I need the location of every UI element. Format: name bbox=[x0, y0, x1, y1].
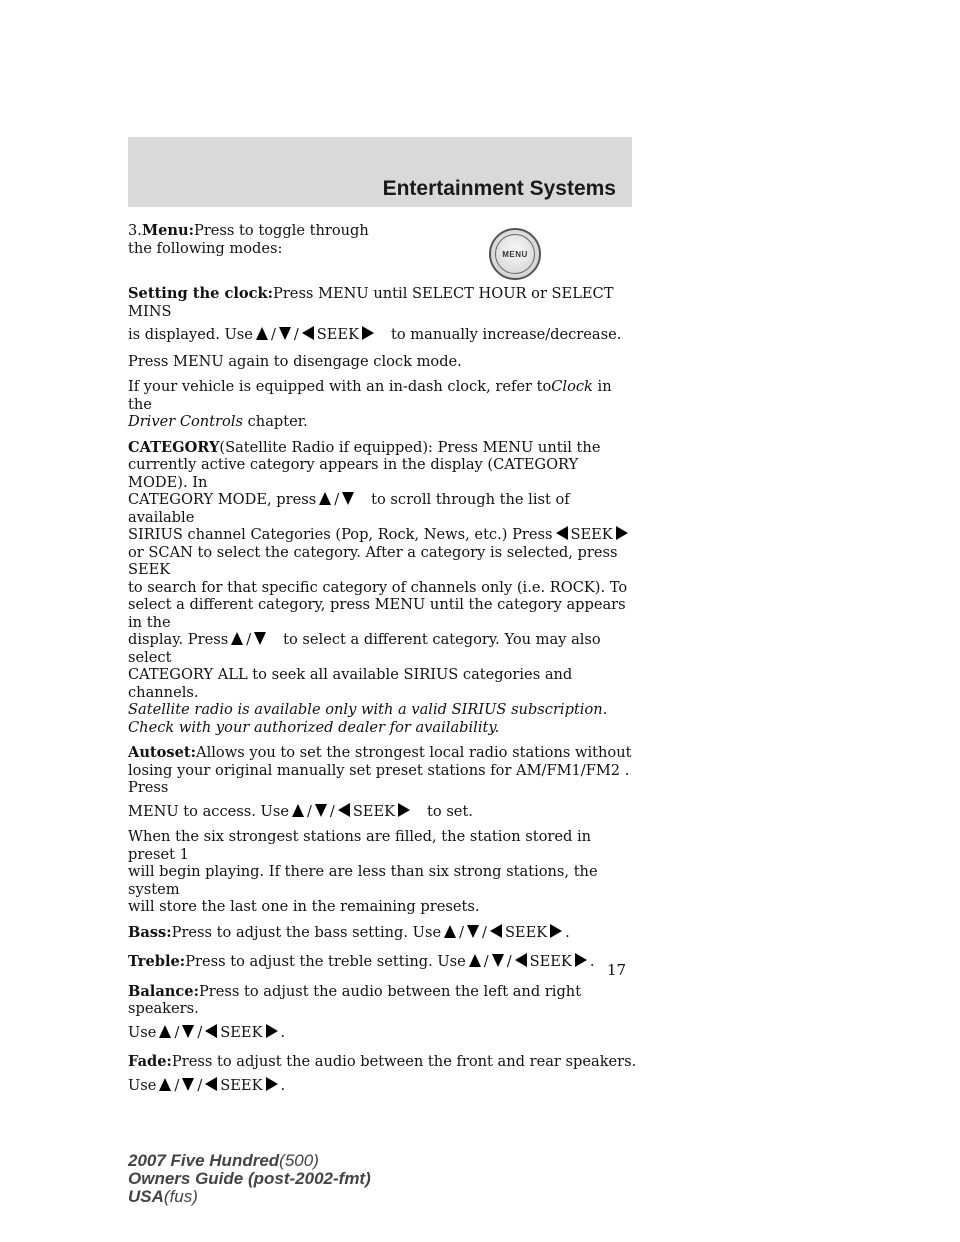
down-arrow-icon bbox=[492, 954, 504, 967]
autoset-section: Autoset:Allows you to set the strongest local radio stations without losing your original manually set preset stations for AM/FM1/FM2 . Press bbox=[128, 744, 632, 796]
bass-section: Bass:Press to adjust the bass setting. Use / / SEEK . bbox=[128, 923, 570, 941]
down-arrow-icon bbox=[315, 804, 327, 817]
up-arrow-icon bbox=[444, 925, 456, 938]
section-title: Entertainment Systems bbox=[382, 177, 616, 200]
left-arrow-icon bbox=[338, 803, 350, 817]
right-arrow-icon bbox=[575, 953, 587, 967]
up-arrow-icon bbox=[319, 492, 331, 505]
down-arrow-icon bbox=[182, 1025, 194, 1038]
down-arrow-icon bbox=[254, 632, 266, 645]
right-arrow-icon bbox=[362, 326, 374, 340]
up-arrow-icon bbox=[292, 804, 304, 817]
right-arrow-icon bbox=[616, 526, 628, 540]
fade-section: Fade:Press to adjust the audio between the front and rear speakers. bbox=[128, 1053, 637, 1070]
left-arrow-icon bbox=[205, 1077, 217, 1091]
up-arrow-icon bbox=[159, 1078, 171, 1091]
treble-section: Treble:Press to adjust the treble setting. Use / / SEEK . bbox=[128, 953, 595, 970]
down-arrow-icon bbox=[182, 1078, 194, 1091]
right-arrow-icon bbox=[266, 1077, 278, 1091]
left-arrow-icon bbox=[490, 924, 502, 938]
left-arrow-icon bbox=[205, 1024, 217, 1038]
footer: 2007 Five Hundred(500) Owners Guide (post-2002-fmt) USA(fus) bbox=[128, 1151, 371, 1206]
right-arrow-icon bbox=[266, 1024, 278, 1038]
left-arrow-icon bbox=[515, 953, 527, 967]
menu-button-label: MENU bbox=[502, 249, 528, 259]
fade-controls: Use / / SEEK . bbox=[128, 1076, 286, 1094]
balance-section: Balance:Press to adjust the audio between the left and right speakers. bbox=[128, 982, 582, 1017]
left-arrow-icon bbox=[556, 526, 568, 540]
setting-clock: Setting the clock:Press MENU until SELECT HOUR or SELECT MINS bbox=[128, 285, 614, 320]
balance-controls: Use / / SEEK . bbox=[128, 1023, 286, 1041]
category-section: CATEGORY(Satellite Radio if equipped): Press MENU until the currently active category appears in the display (CATEGORY MODE). In CATEGORY MODE, press / to scroll through the list of available SIRIUS channel Categories (Pop, Rock, News, etc.) Press SEEK or SCAN to select the category. After a category is selected, press SEEK to search for that specific category of channels only (i.e. ROCK). To select a different category, press MENU until the category appears in the display. Press / to select a different category. You may also select CATEGORY ALL to seek all available SIRIUS categories and channels. Satellite radio is available only with a valid SIRIUS subscription. Check with your authorized dealer for availability. bbox=[128, 438, 628, 736]
right-arrow-icon bbox=[398, 803, 410, 817]
autoset-controls: MENU to access. Use / / SEEK to set. bbox=[128, 802, 473, 820]
right-arrow-icon bbox=[550, 924, 562, 938]
clock-disengage: Press MENU again to disengage clock mode. bbox=[128, 352, 462, 370]
up-arrow-icon bbox=[231, 632, 243, 645]
item-menu: 3.Menu:Press to toggle through the following modes: bbox=[128, 222, 369, 257]
up-arrow-icon bbox=[256, 327, 268, 340]
header-band bbox=[128, 137, 632, 207]
down-arrow-icon bbox=[279, 327, 291, 340]
left-arrow-icon bbox=[302, 326, 314, 340]
page-number: 17 bbox=[607, 961, 627, 979]
page-content bbox=[128, 222, 638, 1102]
down-arrow-icon bbox=[342, 492, 354, 505]
clock-reference: If your vehicle is equipped with an in-dash clock, refer toClock in the Driver Controls chapter. bbox=[128, 378, 612, 430]
up-arrow-icon bbox=[159, 1025, 171, 1038]
down-arrow-icon bbox=[467, 925, 479, 938]
setting-clock-controls: is displayed. Use / / SEEK to manually increase/decrease. bbox=[128, 326, 622, 343]
autoset-details: When the six strongest stations are filled, the station stored in preset 1 will begin playing. If there are less than six strong stations, the system will store the last one in the remaining presets. bbox=[128, 828, 598, 915]
up-arrow-icon bbox=[469, 954, 481, 967]
